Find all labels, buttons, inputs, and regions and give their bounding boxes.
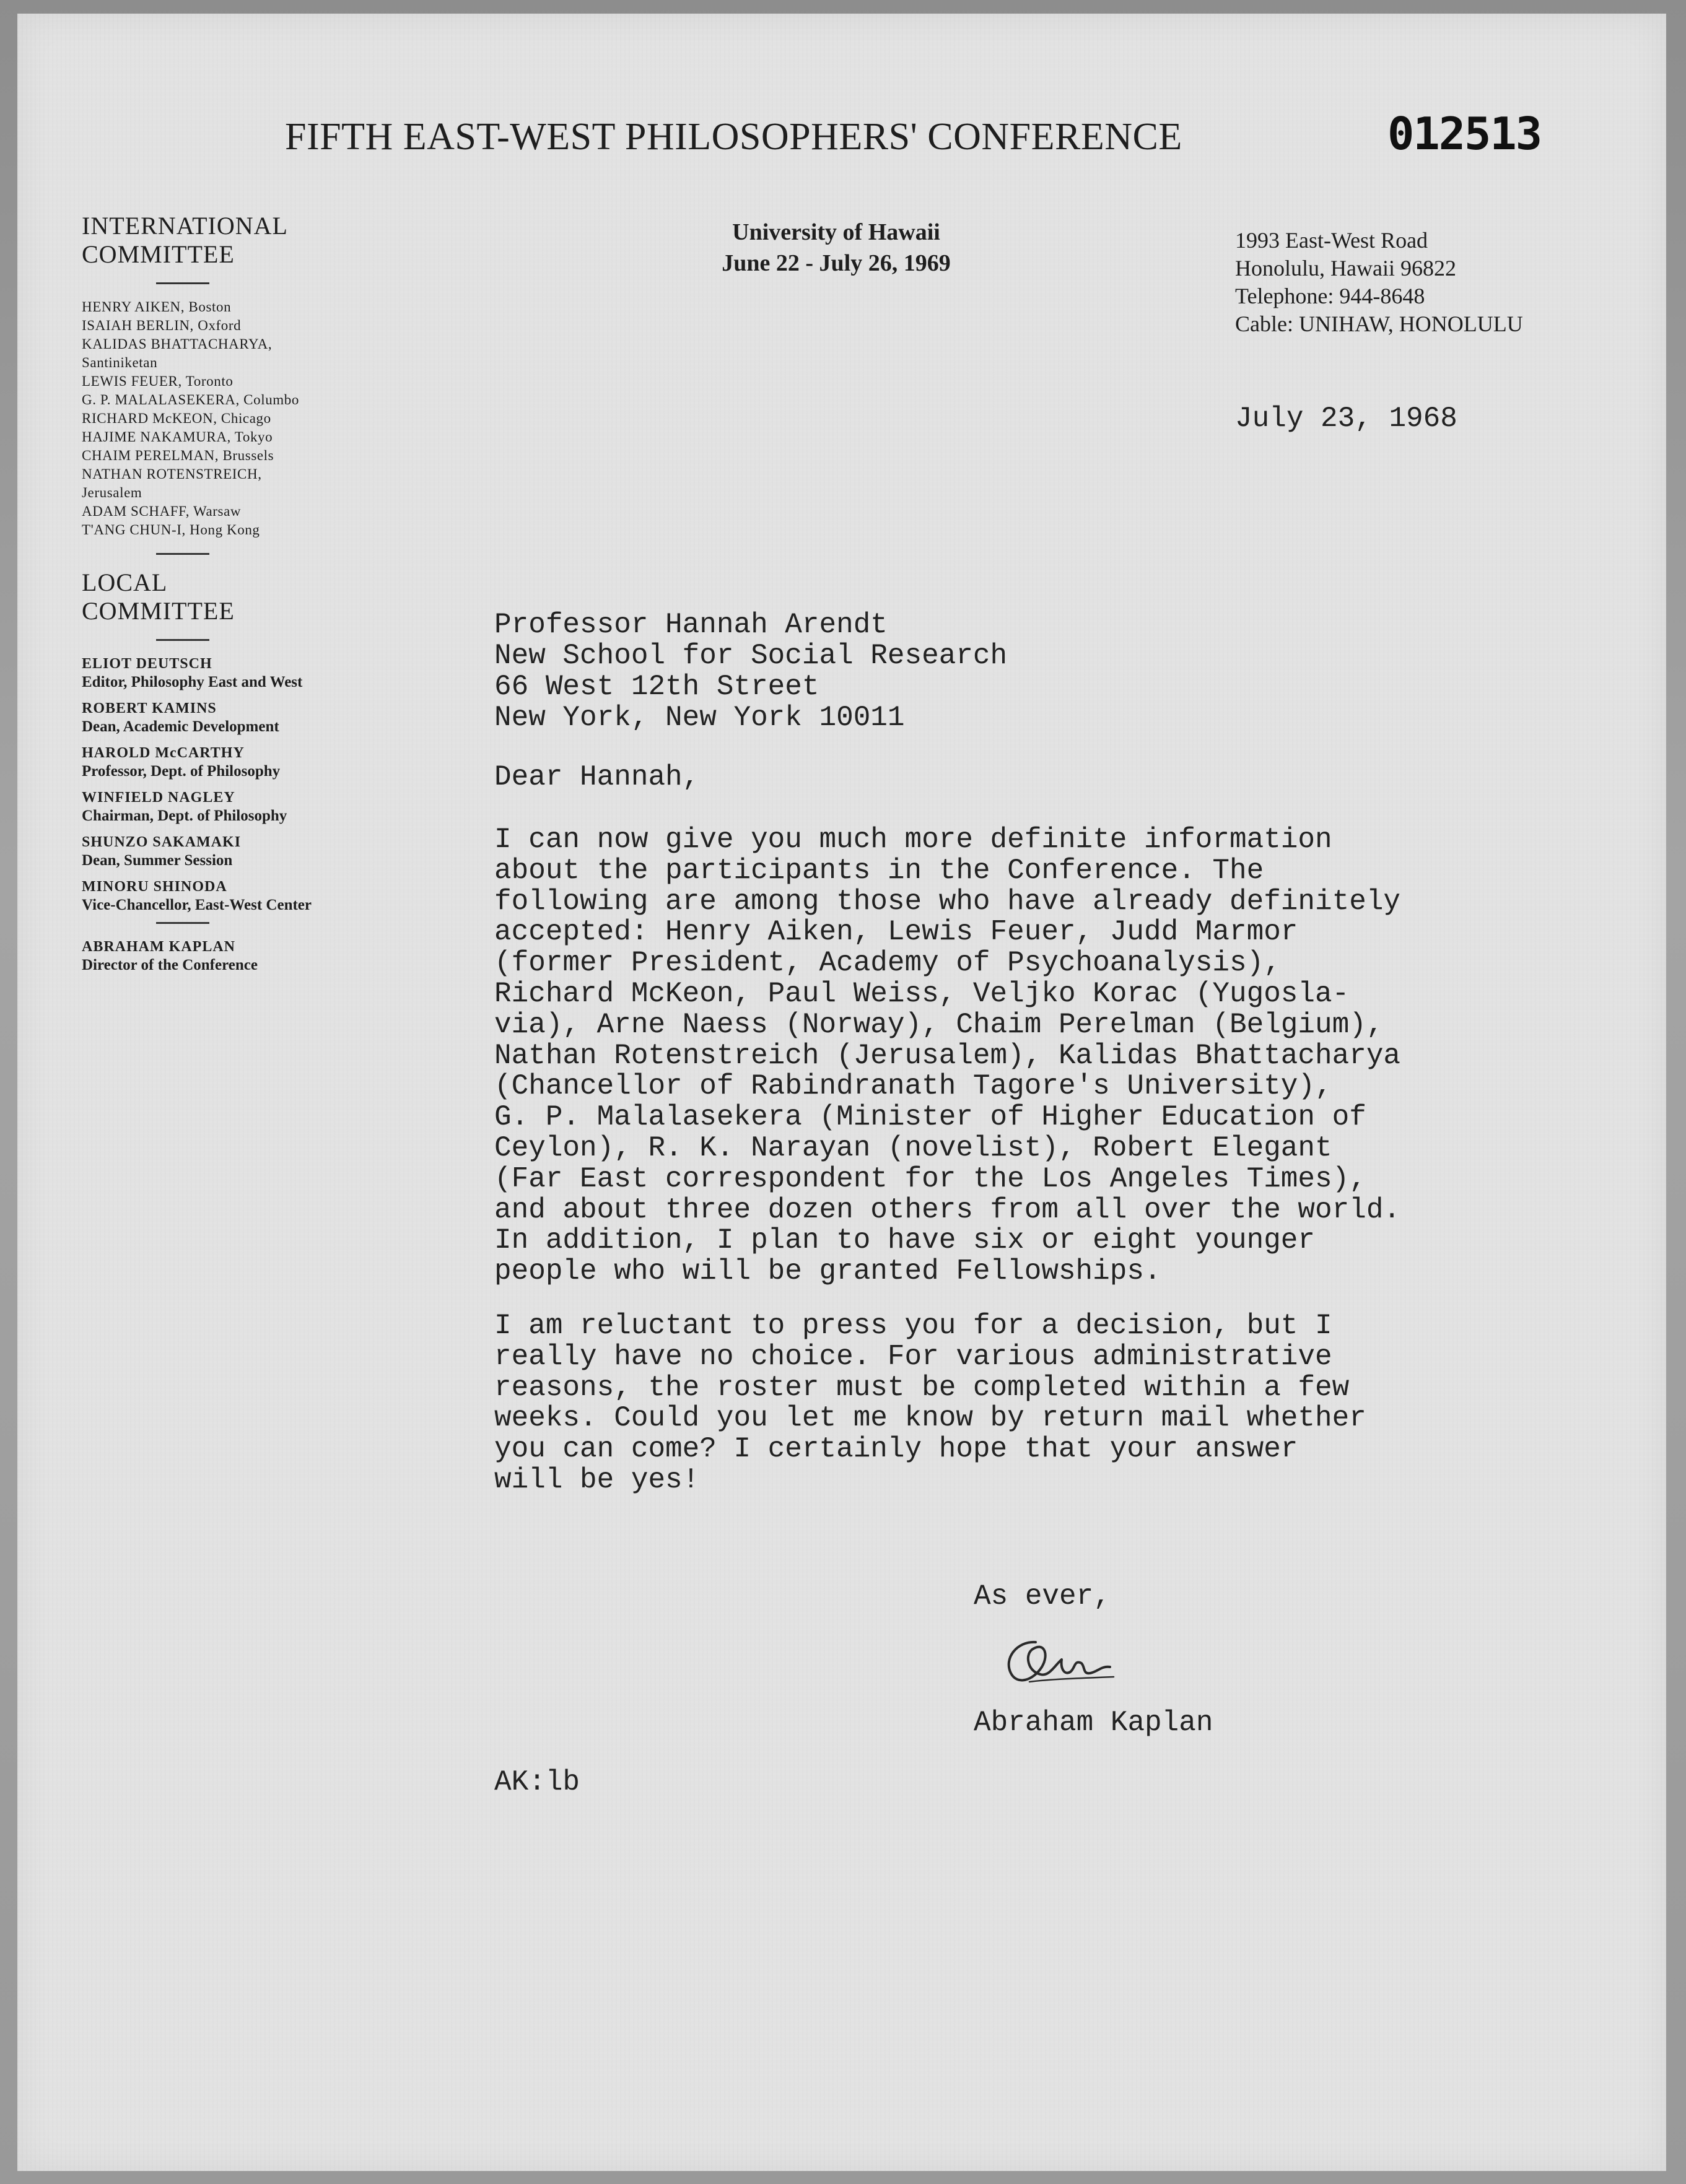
member-role: Professor, Dept. of Philosophy: [82, 763, 281, 780]
signer-name: Abraham Kaplan: [974, 1707, 1213, 1739]
text-line: Ceylon), R. K. Narayan (novelist), Robert Elegant: [494, 1131, 1332, 1164]
member-name: WINFIELD NAGLEY: [82, 790, 235, 806]
conference-venue-block: [675, 217, 997, 279]
committee-sidebar: [82, 212, 429, 982]
local-committee-heading: [82, 568, 429, 625]
local-committee-member: [82, 877, 429, 915]
text-line: (Chancellor of Rabindranath Tagore's University),: [494, 1070, 1332, 1103]
address-line: 1993 East-West Road: [1235, 228, 1428, 253]
paragraph-1: [494, 825, 1584, 1287]
heading-line: COMMITTEE: [82, 240, 235, 268]
local-committee-member: [82, 699, 429, 736]
member-name: ABRAHAM KAPLAN: [82, 939, 235, 955]
text-line: following are among those who have already definitely: [494, 885, 1401, 918]
letter-body: [494, 609, 1584, 1496]
member-name: SHUNZO SAKAMAKI: [82, 834, 242, 850]
member-name: ELIOT DEUTSCH: [82, 656, 212, 672]
text-line: G. P. Malalasekera (Minister of Higher Education of: [494, 1101, 1366, 1134]
paragraph-2: [494, 1311, 1584, 1496]
text-line: accepted: Henry Aiken, Lewis Feuer, Judd Marmor: [494, 916, 1298, 949]
member-role: Dean, Summer Session: [82, 852, 233, 869]
recipient-line: 66 West 12th Street: [494, 671, 819, 703]
closing: As ever,: [974, 1580, 1111, 1612]
international-committee-list: [82, 298, 429, 539]
committee-member: HENRY AIKEN, Boston: [82, 299, 232, 315]
letterhead-title: FIFTH EAST-WEST PHILOSOPHERS' CONFERENCE: [285, 116, 1182, 158]
address-line: Telephone: 944-8648: [1235, 284, 1425, 308]
text-line: (former President, Academy of Psychoanalysis),: [494, 947, 1281, 980]
member-role: Editor, Philosophy East and West: [82, 674, 303, 690]
committee-member: LEWIS FEUER, Toronto: [82, 373, 234, 389]
document-number-stamp: 012513: [1387, 108, 1542, 160]
local-committee-member: [82, 833, 429, 870]
committee-member: CHAIM PERELMAN, Brussels: [82, 448, 274, 463]
address-line: Cable: UNIHAW, HONOLULU: [1235, 311, 1523, 336]
conference-venue: University of Hawaii: [732, 219, 940, 245]
letter-date: July 23, 1968: [1235, 402, 1457, 435]
member-role: Director of the Conference: [82, 957, 258, 973]
committee-member: G. P. MALALASEKERA, Columbo: [82, 392, 300, 407]
committee-member: RICHARD McKEON, Chicago: [82, 411, 271, 426]
divider-rule: [156, 922, 209, 924]
text-line: Nathan Rotenstreich (Jerusalem), Kalidas Bhattacharya: [494, 1039, 1401, 1072]
committee-member: ADAM SCHAFF, Warsaw: [82, 503, 242, 519]
conference-dates: June 22 - July 26, 1969: [722, 250, 951, 276]
local-committee-member: [82, 655, 429, 692]
text-line: really have no choice. For various administrative: [494, 1340, 1332, 1373]
divider-rule: [156, 282, 209, 284]
typist-initials: AK:lb: [494, 1766, 580, 1798]
text-line: via), Arne Naess (Norway), Chaim Perelman (Belgium),: [494, 1008, 1384, 1041]
heading-line: INTERNATIONAL: [82, 212, 288, 240]
member-role: Dean, Academic Development: [82, 718, 279, 735]
committee-member: NATHAN ROTENSTREICH,: [82, 466, 262, 482]
text-line: you can come? I certainly hope that your answer: [494, 1433, 1298, 1466]
text-line: people who will be granted Fellowships.: [494, 1255, 1161, 1288]
text-line: In addition, I plan to have six or eight younger: [494, 1224, 1316, 1257]
divider-rule: [156, 639, 209, 641]
committee-member: Jerusalem: [82, 485, 142, 500]
salutation: Dear Hannah,: [494, 761, 700, 793]
member-role: Vice-Chancellor, East-West Center: [82, 897, 312, 913]
member-name: MINORU SHINODA: [82, 879, 227, 895]
committee-member: T'ANG CHUN-I, Hong Kong: [82, 522, 260, 537]
local-committee-member: [82, 744, 429, 781]
local-committee-list: [82, 655, 429, 915]
text-line: Richard McKeon, Paul Weiss, Veljko Korac (Yugosla-: [494, 977, 1350, 1010]
member-role: Chairman, Dept. of Philosophy: [82, 807, 287, 824]
member-name: HAROLD McCARTHY: [82, 745, 245, 761]
committee-member: Santiniketan: [82, 355, 158, 370]
text-line: reasons, the roster must be completed within a few: [494, 1371, 1350, 1404]
text-line: weeks. Could you let me know by return mail whether: [494, 1402, 1366, 1435]
text-line: will be yes!: [494, 1463, 700, 1496]
conference-director: [82, 938, 429, 975]
recipient-line: New School for Social Research: [494, 640, 1008, 672]
international-committee-heading: [82, 212, 429, 269]
text-line: and about three dozen others from all over the world.: [494, 1193, 1401, 1226]
committee-member: KALIDAS BHATTACHARYA,: [82, 336, 273, 352]
heading-line: LOCAL: [82, 568, 168, 596]
recipient-address: [494, 609, 1584, 733]
text-line: about the participants in the Conference. The: [494, 854, 1264, 887]
recipient-line: New York, New York 10011: [494, 702, 905, 734]
text-line: I am reluctant to press you for a decision, but I: [494, 1309, 1332, 1342]
signature-mark: [992, 1629, 1129, 1697]
committee-member: ISAIAH BERLIN, Oxford: [82, 318, 242, 333]
conference-address: [1235, 227, 1523, 338]
text-line: I can now give you much more definite information: [494, 824, 1332, 856]
divider-rule: [156, 553, 209, 555]
local-committee-member: [82, 788, 429, 825]
address-line: Honolulu, Hawaii 96822: [1235, 256, 1456, 281]
committee-member: HAJIME NAKAMURA, Tokyo: [82, 429, 273, 445]
heading-line: COMMITTEE: [82, 597, 235, 625]
recipient-line: Professor Hannah Arendt: [494, 609, 888, 641]
member-name: ROBERT KAMINS: [82, 700, 217, 716]
text-line: (Far East correspondent for the Los Angeles Times),: [494, 1162, 1366, 1195]
